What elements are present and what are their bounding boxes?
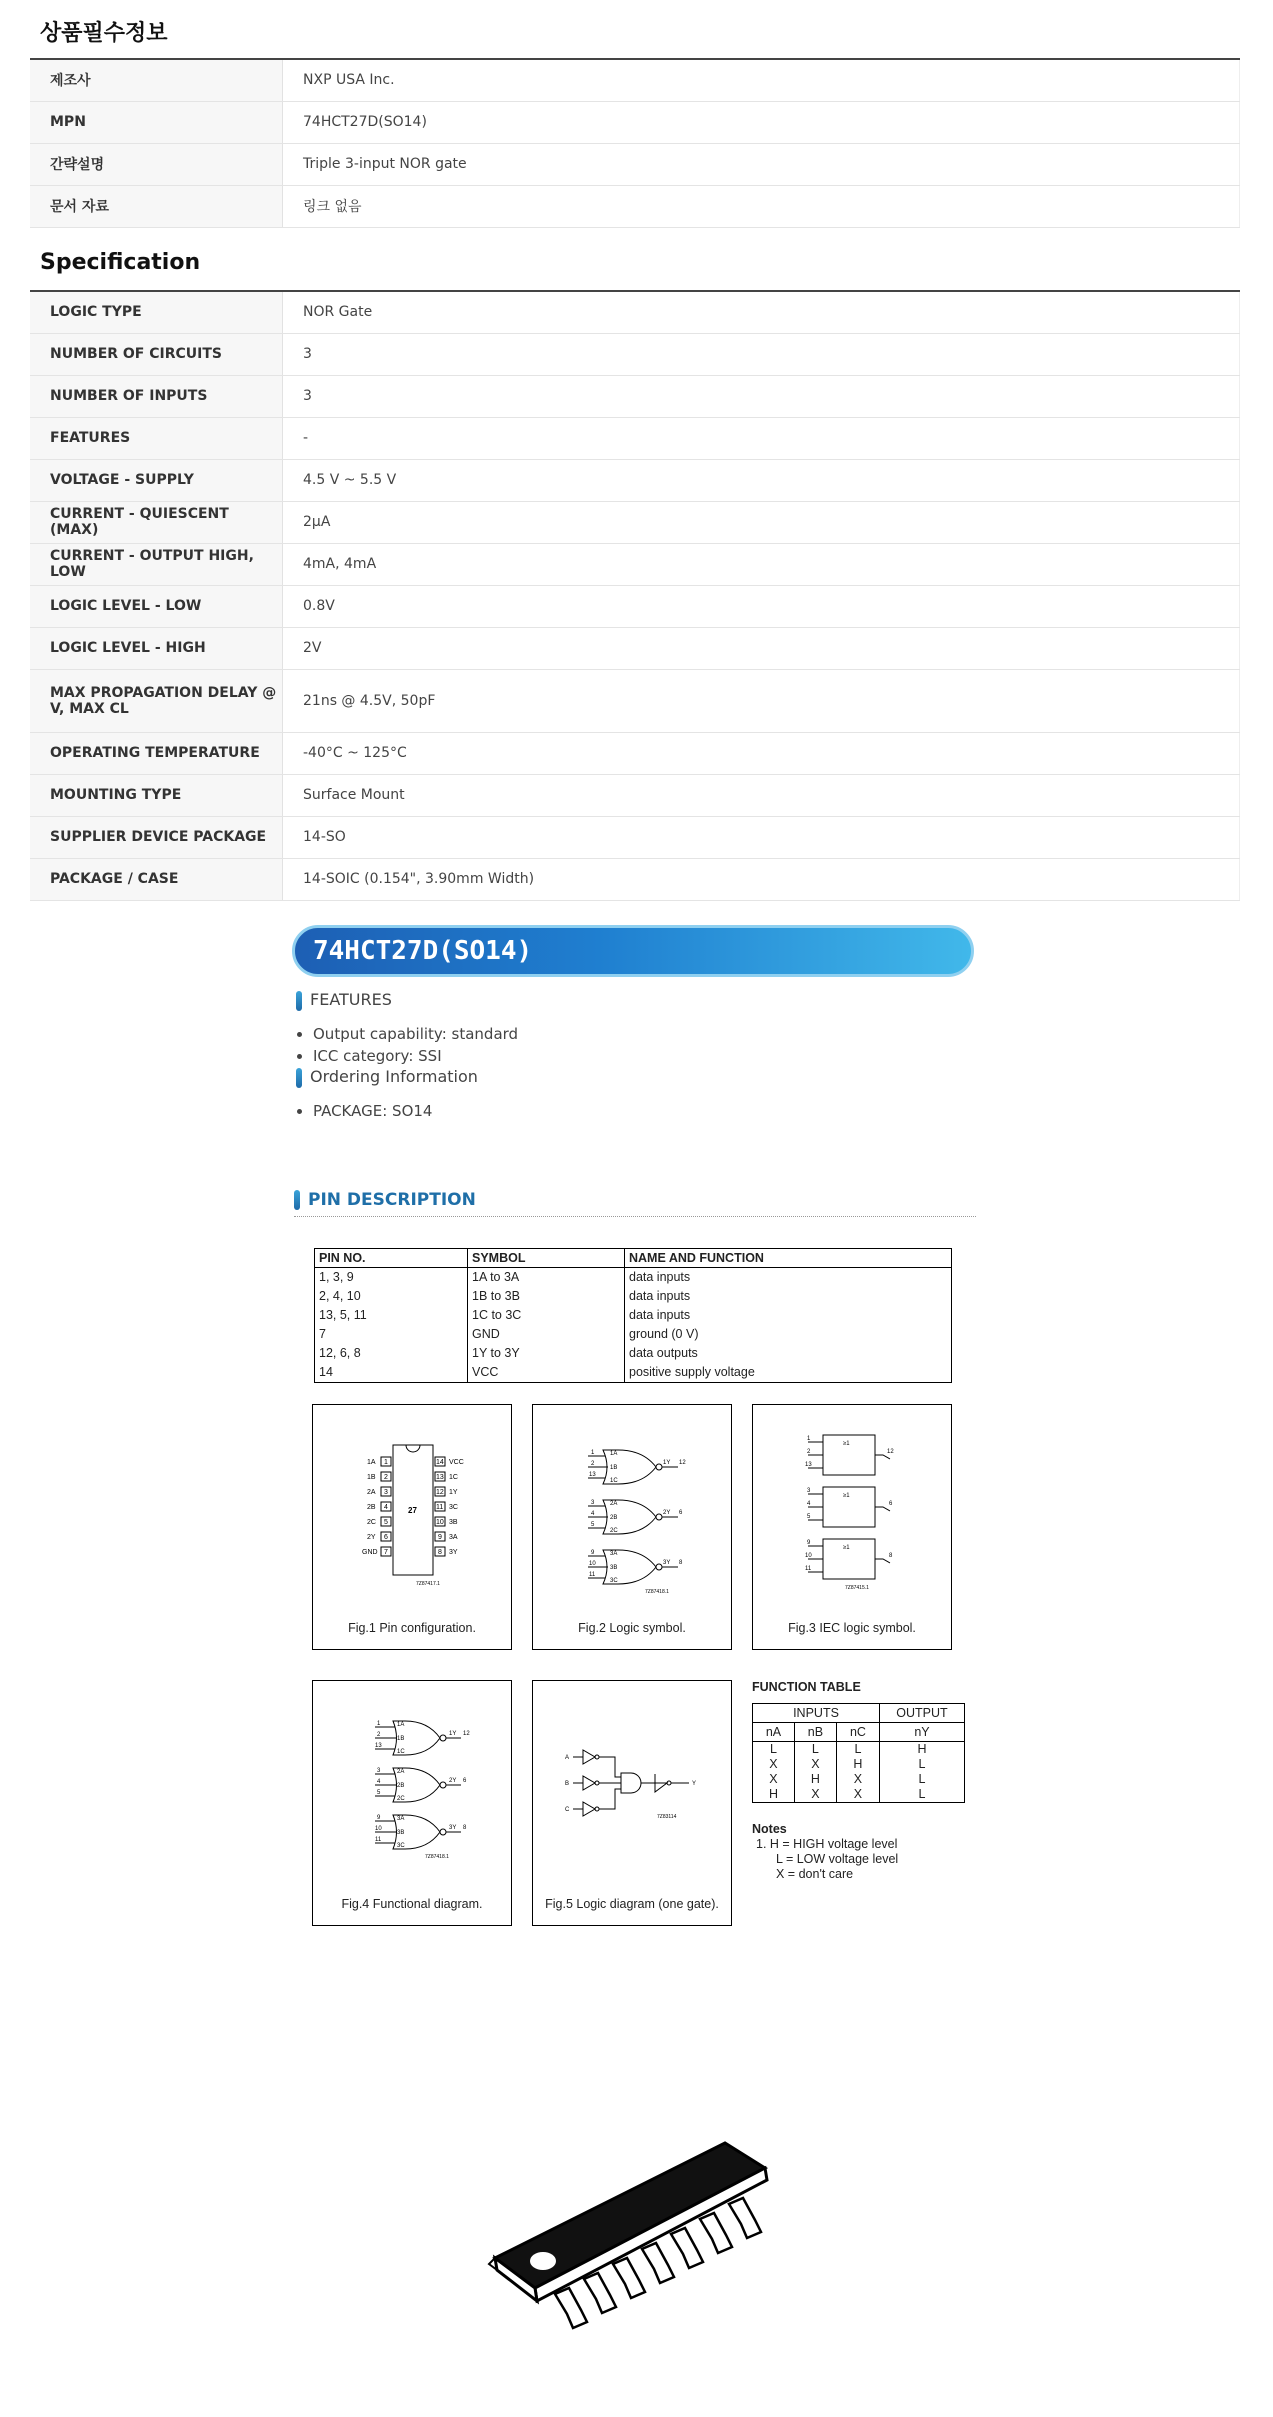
spec-label: MPN (30, 101, 283, 143)
svg-text:11: 11 (436, 1504, 444, 1511)
ft-cell: L (880, 1787, 965, 1803)
ft-cell: L (836, 1742, 879, 1758)
svg-text:3: 3 (591, 1500, 595, 1506)
svg-text:3C: 3C (449, 1504, 458, 1511)
svg-text:≥1: ≥1 (843, 1545, 850, 1551)
fig4-functional-diagram (312, 1680, 512, 1926)
list-item: • ICC category: SSI (313, 1045, 518, 1067)
svg-text:10: 10 (805, 1553, 812, 1559)
svg-text:2A: 2A (397, 1769, 405, 1775)
svg-text:2Y: 2Y (449, 1778, 457, 1784)
svg-text:1A: 1A (367, 1459, 376, 1466)
ft-cell: X (753, 1772, 795, 1787)
svg-text:4: 4 (377, 1779, 381, 1785)
svg-text:3Y: 3Y (449, 1825, 457, 1831)
spec-row (30, 333, 1240, 375)
svg-text:3C: 3C (610, 1578, 618, 1584)
pin-header: PIN NO. (315, 1249, 468, 1268)
ft-cell: L (880, 1757, 965, 1772)
fig2-logic-symbol (532, 1404, 732, 1650)
svg-text:11: 11 (375, 1837, 382, 1843)
pin-cell: data outputs (625, 1344, 952, 1363)
spec-label: 간략설명 (30, 143, 283, 185)
specification-table (30, 290, 1240, 901)
svg-text:3Y: 3Y (663, 1560, 671, 1566)
svg-text:9: 9 (377, 1815, 381, 1821)
spec-value: NOR Gate (283, 291, 1240, 333)
svg-text:2: 2 (384, 1474, 388, 1481)
svg-text:7: 7 (384, 1549, 388, 1556)
svg-text:2A: 2A (367, 1489, 376, 1496)
svg-text:GND: GND (362, 1549, 378, 1556)
ft-cell: L (880, 1772, 965, 1787)
svg-text:1B: 1B (397, 1736, 405, 1742)
ft-cell: H (836, 1757, 879, 1772)
spec-row (30, 143, 1240, 185)
table-row (753, 1742, 965, 1758)
pin-cell: 7 (315, 1325, 468, 1344)
svg-text:8: 8 (463, 1825, 467, 1831)
svg-text:1Y: 1Y (449, 1489, 458, 1496)
svg-text:3B: 3B (610, 1565, 618, 1571)
features-heading: FEATURES (296, 990, 392, 1011)
soic14-chip-image (455, 2098, 835, 2358)
svg-text:2: 2 (591, 1461, 595, 1467)
pin1-marker (530, 2252, 556, 2270)
pin-cell: 12, 6, 8 (315, 1344, 468, 1363)
spec-value: 4mA, 4mA (283, 543, 1240, 585)
spec-row (30, 732, 1240, 774)
svg-text:1A: 1A (397, 1722, 405, 1728)
svg-text:8: 8 (438, 1549, 442, 1556)
spec-label: CURRENT - OUTPUT HIGH, LOW (30, 543, 283, 585)
spec-label: LOGIC LEVEL - LOW (30, 585, 283, 627)
pin-description-heading: PIN DESCRIPTION (294, 1190, 976, 1217)
svg-text:10: 10 (589, 1561, 596, 1567)
spec-label: PACKAGE / CASE (30, 858, 283, 900)
svg-text:1C: 1C (610, 1478, 618, 1484)
note-line: X = don't care (776, 1867, 854, 1881)
spec-row (30, 459, 1240, 501)
svg-text:3: 3 (384, 1489, 388, 1496)
ft-header: nB (794, 1723, 836, 1742)
list-item: • PACKAGE: SO14 (313, 1100, 432, 1122)
heading-bar-icon (296, 991, 302, 1011)
spec-value: -40°C ~ 125°C (283, 732, 1240, 774)
spec-value: 74HCT27D(SO14) (283, 101, 1240, 143)
spec-row (30, 501, 1240, 543)
ft-cell: X (753, 1757, 795, 1772)
spec-value: 링크 없음 (283, 185, 1240, 227)
spec-label: 제조사 (30, 59, 283, 101)
svg-text:12: 12 (887, 1449, 894, 1455)
spec-label: NUMBER OF CIRCUITS (30, 333, 283, 375)
svg-text:6: 6 (679, 1510, 683, 1516)
pin-cell: positive supply voltage (625, 1363, 952, 1383)
ft-cell: X (794, 1757, 836, 1772)
pin-cell: 2, 4, 10 (315, 1287, 468, 1306)
spec-label: MOUNTING TYPE (30, 774, 283, 816)
pin-cell: 14 (315, 1363, 468, 1383)
note-line: 1. H = HIGH voltage level (756, 1837, 898, 1851)
svg-text:5: 5 (807, 1514, 811, 1520)
spec-label: LOGIC TYPE (30, 291, 283, 333)
svg-text:2A: 2A (610, 1501, 618, 1507)
svg-text:2B: 2B (367, 1504, 376, 1511)
svg-text:Y: Y (692, 1781, 697, 1787)
pin-cell: data inputs (625, 1268, 952, 1288)
ft-cell: X (836, 1787, 879, 1803)
svg-text:11: 11 (805, 1566, 812, 1572)
svg-text:6: 6 (889, 1501, 893, 1507)
spec-label: OPERATING TEMPERATURE (30, 732, 283, 774)
svg-text:7Z87418.1: 7Z87418.1 (645, 1589, 669, 1595)
svg-text:4: 4 (591, 1511, 595, 1517)
spec-row (30, 669, 1240, 732)
svg-text:13: 13 (805, 1462, 812, 1468)
svg-text:B: B (565, 1781, 570, 1787)
svg-text:3A: 3A (397, 1816, 405, 1822)
svg-text:10: 10 (436, 1519, 444, 1526)
features-list (293, 1023, 518, 1067)
svg-text:1A: 1A (610, 1451, 618, 1457)
table-row (315, 1344, 952, 1363)
iec-logic-symbol-diagram (753, 1405, 953, 1651)
svg-text:7Z83114: 7Z83114 (657, 1814, 677, 1820)
svg-text:1B: 1B (610, 1465, 618, 1471)
table-row (315, 1325, 952, 1344)
ft-header: nA (753, 1723, 795, 1742)
spec-row (30, 858, 1240, 900)
pin-cell: data inputs (625, 1287, 952, 1306)
spec-row (30, 627, 1240, 669)
svg-text:13: 13 (589, 1472, 596, 1478)
svg-text:2Y: 2Y (367, 1534, 376, 1541)
svg-text:1: 1 (807, 1436, 811, 1442)
table-row (315, 1363, 952, 1383)
spec-row (30, 816, 1240, 858)
ft-cell: X (794, 1787, 836, 1803)
function-table-title: FUNCTION TABLE (752, 1680, 861, 1694)
svg-text:2B: 2B (610, 1515, 618, 1521)
pin-description-table (314, 1248, 952, 1383)
svg-text:3B: 3B (449, 1519, 458, 1526)
pin-cell: VCC (468, 1363, 625, 1383)
fig1-caption: Fig.1 Pin configuration. (348, 1621, 476, 1635)
svg-text:3: 3 (807, 1488, 811, 1494)
svg-text:4: 4 (807, 1501, 811, 1507)
svg-text:3A: 3A (610, 1551, 618, 1557)
svg-text:13: 13 (375, 1743, 382, 1749)
note-line: L = LOW voltage level (776, 1852, 899, 1866)
logic-symbol-diagram (533, 1405, 733, 1651)
svg-text:4: 4 (384, 1504, 388, 1511)
svg-text:12: 12 (679, 1460, 686, 1466)
spec-label: CURRENT - QUIESCENT (MAX) (30, 501, 283, 543)
notes-title: Notes (752, 1822, 787, 1836)
required-info-table (30, 58, 1240, 228)
svg-text:1Y: 1Y (663, 1460, 671, 1466)
functional-diagram (313, 1681, 513, 1927)
svg-text:1B: 1B (367, 1474, 376, 1481)
table-row (753, 1772, 965, 1787)
spec-row (30, 185, 1240, 227)
fig3-iec-logic-symbol (752, 1404, 952, 1650)
svg-text:1C: 1C (397, 1749, 405, 1755)
svg-text:1: 1 (377, 1721, 381, 1727)
svg-text:6: 6 (384, 1534, 388, 1541)
fig4-caption: Fig.4 Functional diagram. (341, 1897, 483, 1911)
spec-row (30, 291, 1240, 333)
pin-cell: 1C to 3C (468, 1306, 625, 1325)
ft-cell: L (794, 1742, 836, 1758)
spec-row (30, 543, 1240, 585)
ft-cell: H (794, 1772, 836, 1787)
ft-header: nC (836, 1723, 879, 1742)
spec-value: Surface Mount (283, 774, 1240, 816)
svg-text:3C: 3C (397, 1843, 405, 1849)
svg-text:3B: 3B (397, 1830, 405, 1836)
spec-value: 4.5 V ~ 5.5 V (283, 459, 1240, 501)
svg-text:1Y: 1Y (449, 1731, 457, 1737)
svg-text:2C: 2C (367, 1519, 376, 1526)
svg-text:5: 5 (384, 1519, 388, 1526)
pin-cell: ground (0 V) (625, 1325, 952, 1344)
table-row (315, 1268, 952, 1288)
ft-header: nY (880, 1723, 965, 1742)
svg-text:9: 9 (807, 1540, 811, 1546)
spec-value: 3 (283, 375, 1240, 417)
svg-text:9: 9 (438, 1534, 442, 1541)
svg-text:2: 2 (377, 1732, 381, 1738)
svg-text:10: 10 (375, 1826, 382, 1832)
pin-header: SYMBOL (468, 1249, 625, 1268)
svg-text:≥1: ≥1 (843, 1493, 850, 1499)
spec-row (30, 101, 1240, 143)
svg-text:VCC: VCC (449, 1459, 464, 1466)
heading-bar-icon (296, 1068, 302, 1088)
ft-cell: L (753, 1742, 795, 1758)
pin-cell: data inputs (625, 1306, 952, 1325)
table-row (315, 1287, 952, 1306)
pin-cell: GND (468, 1325, 625, 1344)
svg-text:3Y: 3Y (449, 1549, 458, 1556)
pin-header: NAME AND FUNCTION (625, 1249, 952, 1268)
table-row (753, 1757, 965, 1772)
svg-text:13: 13 (436, 1474, 444, 1481)
pin-cell: 1, 3, 9 (315, 1268, 468, 1288)
pin-cell: 1Y to 3Y (468, 1344, 625, 1363)
banner-title: 74HCT27D(SO14) (313, 936, 533, 966)
ft-cell: H (753, 1787, 795, 1803)
pin-cell: 1A to 3A (468, 1268, 625, 1288)
spec-value: - (283, 417, 1240, 459)
svg-text:7Z87417.1: 7Z87417.1 (416, 1581, 440, 1587)
spec-value: 0.8V (283, 585, 1240, 627)
svg-text:7Z87418.1: 7Z87418.1 (425, 1854, 449, 1860)
pin-configuration-diagram (313, 1405, 513, 1651)
ordering-heading: Ordering Information (296, 1067, 478, 1088)
spec-label: MAX PROPAGATION DELAY @ V, MAX CL (30, 669, 283, 732)
svg-text:1C: 1C (449, 1474, 458, 1481)
svg-text:2C: 2C (397, 1796, 405, 1802)
fig3-caption: Fig.3 IEC logic symbol. (788, 1621, 916, 1635)
svg-text:5: 5 (591, 1522, 595, 1528)
spec-row (30, 585, 1240, 627)
spec-value: 14-SO (283, 816, 1240, 858)
svg-text:12: 12 (463, 1731, 470, 1737)
specification-title: Specification (40, 250, 201, 275)
svg-text:8: 8 (679, 1560, 683, 1566)
spec-value: 2V (283, 627, 1240, 669)
svg-text:A: A (565, 1755, 570, 1761)
spec-label: SUPPLIER DEVICE PACKAGE (30, 816, 283, 858)
spec-row (30, 375, 1240, 417)
spec-row (30, 774, 1240, 816)
svg-text:11: 11 (589, 1572, 596, 1578)
product-banner (292, 925, 974, 977)
svg-text:1: 1 (384, 1459, 388, 1466)
spec-row (30, 59, 1240, 101)
spec-label: 문서 자료 (30, 185, 283, 227)
svg-text:5: 5 (377, 1790, 381, 1796)
svg-text:2Y: 2Y (663, 1510, 671, 1516)
inputs-group-header: INPUTS (753, 1704, 880, 1723)
spec-label: NUMBER OF INPUTS (30, 375, 283, 417)
spec-value: Triple 3-input NOR gate (283, 143, 1240, 185)
spec-row (30, 417, 1240, 459)
heading-bar-icon (294, 1190, 300, 1210)
svg-text:≥1: ≥1 (843, 1441, 850, 1447)
spec-label: FEATURES (30, 417, 283, 459)
function-table (752, 1703, 965, 1803)
spec-value: 14-SOIC (0.154", 3.90mm Width) (283, 858, 1240, 900)
fig5-logic-diagram (532, 1680, 732, 1926)
svg-text:C: C (565, 1807, 570, 1813)
fig2-caption: Fig.2 Logic symbol. (578, 1621, 686, 1635)
output-group-header: OUTPUT (880, 1704, 965, 1723)
svg-text:12: 12 (436, 1489, 444, 1496)
spec-value: NXP USA Inc. (283, 59, 1240, 101)
ft-cell: X (836, 1772, 879, 1787)
spec-label: VOLTAGE - SUPPLY (30, 459, 283, 501)
spec-value: 21ns @ 4.5V, 50pF (283, 669, 1240, 732)
svg-text:6: 6 (463, 1778, 467, 1784)
svg-text:7Z87415.1: 7Z87415.1 (845, 1585, 869, 1591)
required-info-title: 상품필수정보 (40, 21, 168, 46)
pin-cell: 1B to 3B (468, 1287, 625, 1306)
ordering-list (293, 1100, 432, 1122)
function-table-notes (752, 1822, 898, 1882)
svg-text:3: 3 (377, 1768, 381, 1774)
one-gate-logic-diagram (533, 1681, 733, 1927)
spec-value: 3 (283, 333, 1240, 375)
svg-text:3A: 3A (449, 1534, 458, 1541)
fig1-pin-configuration (312, 1404, 512, 1650)
svg-text:27: 27 (408, 1506, 417, 1515)
fig5-caption: Fig.5 Logic diagram (one gate). (545, 1897, 719, 1911)
table-row (315, 1306, 952, 1325)
svg-text:8: 8 (889, 1553, 893, 1559)
svg-text:14: 14 (436, 1459, 444, 1466)
pin-cell: 13, 5, 11 (315, 1306, 468, 1325)
spec-value: 2µA (283, 501, 1240, 543)
spec-label: LOGIC LEVEL - HIGH (30, 627, 283, 669)
svg-text:1: 1 (591, 1450, 595, 1456)
svg-text:2C: 2C (610, 1528, 618, 1534)
svg-text:2B: 2B (397, 1783, 405, 1789)
table-row (753, 1787, 965, 1803)
svg-text:9: 9 (591, 1550, 595, 1556)
ft-cell: H (880, 1742, 965, 1758)
list-item: • Output capability: standard (313, 1023, 518, 1045)
svg-text:2: 2 (807, 1449, 811, 1455)
